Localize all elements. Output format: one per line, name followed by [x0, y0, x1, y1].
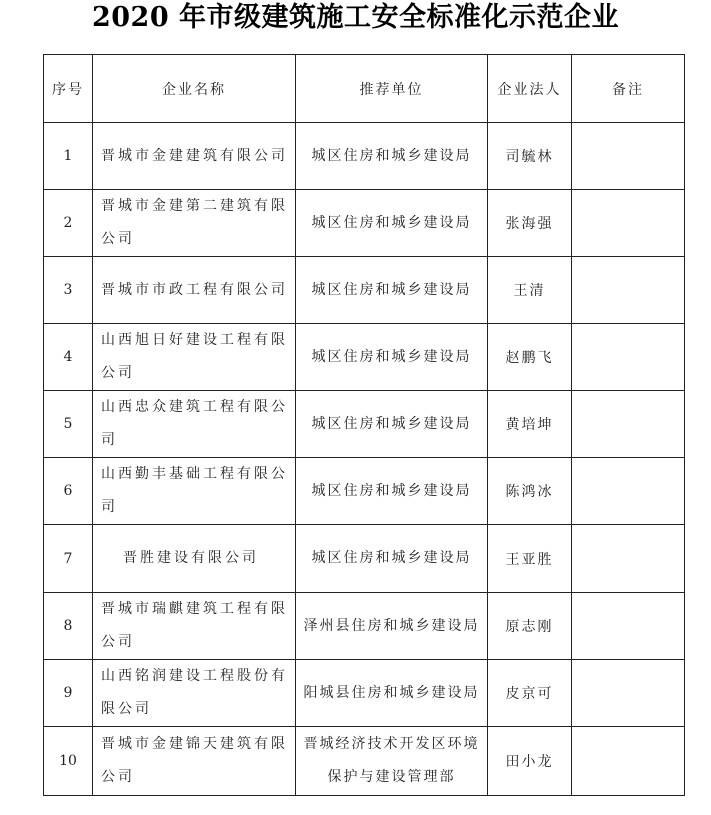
row-unit: 城区住房和城乡建设局: [296, 391, 488, 458]
row-no: 10: [44, 727, 93, 796]
row-company: 晋胜建设有限公司: [93, 525, 296, 593]
table-row: [44, 593, 685, 660]
row-note: [572, 660, 685, 727]
row-no: 2: [44, 190, 93, 257]
page-title: 2020 年市级建筑施工安全标准化示范企业: [91, 2, 620, 33]
row-legal-person: 黄培坤: [488, 391, 572, 458]
row-no: 4: [44, 324, 93, 391]
row-unit: 城区住房和城乡建设局: [296, 123, 488, 190]
row-note: [572, 257, 685, 324]
row-company: 山西铭润建设工程股份有限公司: [93, 660, 296, 727]
row-legal-person: 王清: [488, 257, 572, 324]
enterprise-table: [43, 54, 685, 796]
row-legal-person: 司毓林: [488, 123, 572, 190]
row-note: [572, 593, 685, 660]
row-unit: 泽州县住房和城乡建设局: [296, 593, 488, 660]
row-note: [572, 458, 685, 525]
row-no: 8: [44, 593, 93, 660]
row-note: [572, 727, 685, 796]
row-company: 晋城市金建第二建筑有限公司: [93, 190, 296, 257]
table-row: [44, 324, 685, 391]
row-unit: 城区住房和城乡建设局: [296, 257, 488, 324]
row-note: [572, 324, 685, 391]
row-company: 山西勤丰基础工程有限公司: [93, 458, 296, 525]
header-legal-person: 企业法人: [488, 55, 572, 123]
row-no: 7: [44, 525, 93, 593]
table-row: [44, 660, 685, 727]
row-unit: 阳城县住房和城乡建设局: [296, 660, 488, 727]
row-legal-person: 王亚胜: [488, 525, 572, 593]
table-header-row: [44, 55, 685, 123]
row-company: 晋城市市政工程有限公司: [93, 257, 296, 324]
row-no: 5: [44, 391, 93, 458]
header-note: 备注: [572, 55, 685, 123]
row-no: 3: [44, 257, 93, 324]
row-legal-person: 田小龙: [488, 727, 572, 796]
row-company: 晋城市瑞麒建筑工程有限公司: [93, 593, 296, 660]
row-note: [572, 190, 685, 257]
row-no: 9: [44, 660, 93, 727]
table-row: [44, 727, 685, 796]
header-no: 序号: [44, 55, 93, 123]
row-company: 晋城市金建建筑有限公司: [93, 123, 296, 190]
table-row: [44, 525, 685, 593]
header-company: 企业名称: [93, 55, 296, 123]
row-legal-person: 陈鸿冰: [488, 458, 572, 525]
table-row: [44, 257, 685, 324]
row-company: 晋城市金建锦天建筑有限公司: [93, 727, 296, 796]
row-legal-person: 原志刚: [488, 593, 572, 660]
row-note: [572, 123, 685, 190]
table-row: [44, 190, 685, 257]
row-legal-person: 赵鹏飞: [488, 324, 572, 391]
row-company: 山西忠众建筑工程有限公司: [93, 391, 296, 458]
row-unit: 城区住房和城乡建设局: [296, 458, 488, 525]
row-legal-person: 张海强: [488, 190, 572, 257]
row-legal-person: 皮京可: [488, 660, 572, 727]
row-company: 山西旭日好建设工程有限公司: [93, 324, 296, 391]
header-unit: 推荐单位: [296, 55, 488, 123]
row-note: [572, 391, 685, 458]
row-note: [572, 525, 685, 593]
row-unit: 城区住房和城乡建设局: [296, 324, 488, 391]
table-row: [44, 123, 685, 190]
row-no: 6: [44, 458, 93, 525]
row-unit: 城区住房和城乡建设局: [296, 525, 488, 593]
row-unit: 城区住房和城乡建设局: [296, 190, 488, 257]
table-row: [44, 458, 685, 525]
table-row: [44, 391, 685, 458]
row-no: 1: [44, 123, 93, 190]
row-unit: 晋城经济技术开发区环境保护与建设管理部: [296, 727, 488, 796]
